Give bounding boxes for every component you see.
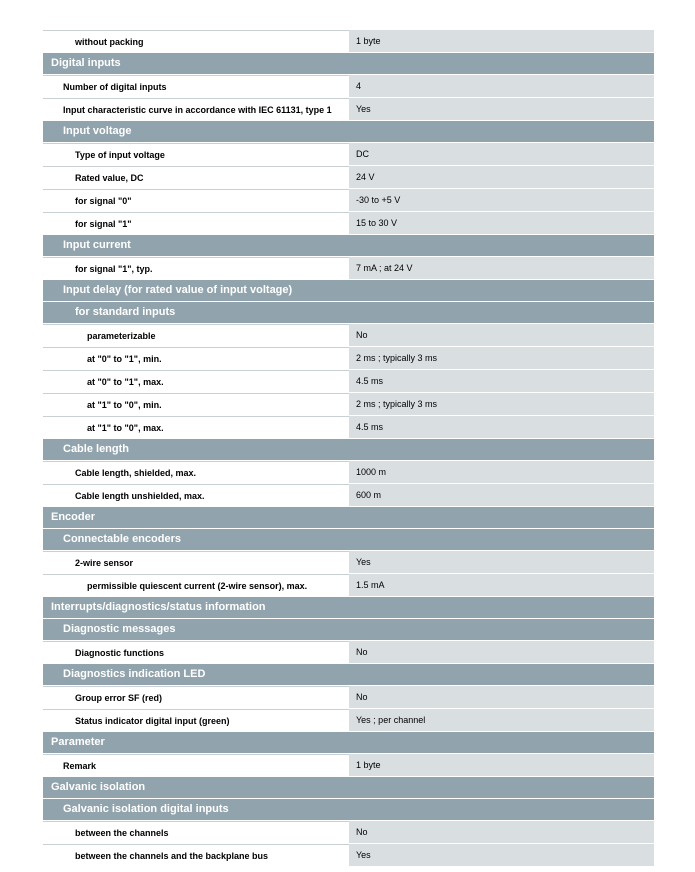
spec-label: for signal "1" bbox=[43, 212, 349, 234]
section-header bbox=[43, 732, 654, 754]
spec-value: 600 m bbox=[349, 484, 654, 506]
section-header-title: Diagnostics indication LED bbox=[63, 668, 206, 680]
spec-value: 1.5 mA bbox=[349, 574, 654, 596]
section-header-title: Parameter bbox=[51, 736, 105, 748]
spec-value: No bbox=[349, 324, 654, 346]
spec-row bbox=[43, 189, 654, 212]
section-header bbox=[43, 597, 654, 619]
spec-label: parameterizable bbox=[43, 324, 349, 346]
spec-row bbox=[43, 551, 654, 574]
spec-table bbox=[43, 30, 654, 867]
section-header bbox=[43, 529, 654, 551]
spec-row bbox=[43, 143, 654, 166]
section-header bbox=[43, 235, 654, 257]
spec-row bbox=[43, 393, 654, 416]
spec-label: permissible quiescent current (2-wire sensor), max. bbox=[43, 574, 349, 596]
spec-label: at "0" to "1", max. bbox=[43, 370, 349, 392]
spec-value: Yes ; per channel bbox=[349, 709, 654, 731]
section-header-title: Galvanic isolation digital inputs bbox=[63, 803, 229, 815]
spec-value: 7 mA ; at 24 V bbox=[349, 257, 654, 279]
section-header bbox=[43, 439, 654, 461]
spec-value: 4.5 ms bbox=[349, 416, 654, 438]
section-header-title: Input current bbox=[63, 239, 131, 251]
spec-row bbox=[43, 754, 654, 777]
spec-value: 2 ms ; typically 3 ms bbox=[349, 393, 654, 415]
spec-label: for signal "1", typ. bbox=[43, 257, 349, 279]
section-header bbox=[43, 53, 654, 75]
spec-label: Type of input voltage bbox=[43, 143, 349, 165]
spec-row bbox=[43, 709, 654, 732]
section-header bbox=[43, 280, 654, 302]
spec-label: Cable length unshielded, max. bbox=[43, 484, 349, 506]
spec-value: DC bbox=[349, 143, 654, 165]
spec-label: 2-wire sensor bbox=[43, 551, 349, 573]
spec-value: No bbox=[349, 641, 654, 663]
spec-row bbox=[43, 821, 654, 844]
spec-label: at "1" to "0", min. bbox=[43, 393, 349, 415]
spec-label: at "1" to "0", max. bbox=[43, 416, 349, 438]
spec-value: 1 byte bbox=[349, 754, 654, 776]
spec-value: 15 to 30 V bbox=[349, 212, 654, 234]
spec-label: between the channels and the backplane bus bbox=[43, 844, 349, 866]
spec-value: 1000 m bbox=[349, 461, 654, 483]
section-header bbox=[43, 664, 654, 686]
spec-label: for signal "0" bbox=[43, 189, 349, 211]
section-header-title: for standard inputs bbox=[75, 306, 176, 318]
spec-row bbox=[43, 212, 654, 235]
spec-row bbox=[43, 166, 654, 189]
spec-row bbox=[43, 416, 654, 439]
spec-label: Diagnostic functions bbox=[43, 641, 349, 663]
section-header bbox=[43, 121, 654, 143]
spec-label: Cable length, shielded, max. bbox=[43, 461, 349, 483]
spec-value: 2 ms ; typically 3 ms bbox=[349, 347, 654, 369]
spec-label: at "0" to "1", min. bbox=[43, 347, 349, 369]
section-header-title: Interrupts/diagnostics/status information bbox=[51, 601, 266, 613]
spec-value: No bbox=[349, 686, 654, 708]
section-header-title: Connectable encoders bbox=[63, 533, 181, 545]
spec-row bbox=[43, 574, 654, 597]
spec-value: 4.5 ms bbox=[349, 370, 654, 392]
section-header-title: Cable length bbox=[63, 443, 130, 455]
section-header-title: Digital inputs bbox=[51, 57, 121, 69]
section-header bbox=[43, 507, 654, 529]
spec-label: Input characteristic curve in accordance with IEC 61131, type 1 bbox=[43, 98, 349, 120]
spec-row bbox=[43, 641, 654, 664]
spec-label: Group error SF (red) bbox=[43, 686, 349, 708]
spec-value: 4 bbox=[349, 75, 654, 97]
spec-row bbox=[43, 75, 654, 98]
spec-row bbox=[43, 484, 654, 507]
section-header bbox=[43, 302, 654, 324]
section-header bbox=[43, 799, 654, 821]
spec-label: Remark bbox=[43, 754, 349, 776]
spec-row bbox=[43, 30, 654, 53]
spec-value: Yes bbox=[349, 98, 654, 120]
spec-label: Status indicator digital input (green) bbox=[43, 709, 349, 731]
spec-value: 1 byte bbox=[349, 30, 654, 52]
spec-value: -30 to +5 V bbox=[349, 189, 654, 211]
spec-label: between the channels bbox=[43, 821, 349, 843]
spec-label: Number of digital inputs bbox=[43, 75, 349, 97]
spec-row bbox=[43, 347, 654, 370]
spec-value: Yes bbox=[349, 551, 654, 573]
spec-row bbox=[43, 461, 654, 484]
section-header bbox=[43, 777, 654, 799]
section-header-title: Galvanic isolation bbox=[51, 781, 146, 793]
spec-row bbox=[43, 844, 654, 867]
spec-row bbox=[43, 370, 654, 393]
spec-row bbox=[43, 98, 654, 121]
section-header bbox=[43, 619, 654, 641]
spec-value: Yes bbox=[349, 844, 654, 866]
spec-value: 24 V bbox=[349, 166, 654, 188]
section-header-title: Diagnostic messages bbox=[63, 623, 176, 635]
spec-row bbox=[43, 324, 654, 347]
spec-label: Rated value, DC bbox=[43, 166, 349, 188]
spec-row bbox=[43, 257, 654, 280]
spec-row bbox=[43, 686, 654, 709]
section-header-title: Input voltage bbox=[63, 125, 132, 137]
spec-label: without packing bbox=[43, 30, 349, 52]
section-header-title: Encoder bbox=[51, 511, 96, 523]
spec-value: No bbox=[349, 821, 654, 843]
section-header-title: Input delay (for rated value of input voltage) bbox=[63, 284, 293, 296]
